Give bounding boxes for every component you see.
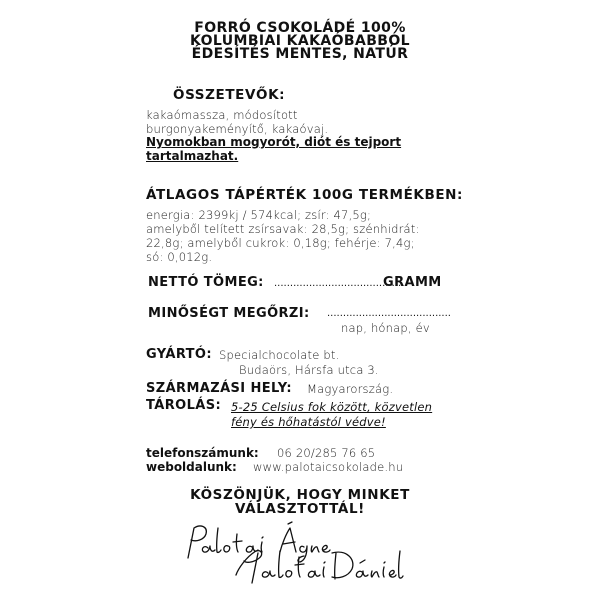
best-before-label: MINŐSÉGT MEGŐRZI:: [148, 306, 310, 321]
ingredients-heading: ÖSSZETEVŐK:: [173, 87, 286, 103]
nutrition-heading: ÁTLAGOS TÁPÉRTÉK 100G TERMÉKBEN:: [146, 187, 464, 203]
website-label: weboldalunk:: [146, 460, 237, 474]
storage-label: TÁROLÁS:: [146, 398, 222, 413]
ingredients-line2: burgonyakeményítő, kakaóvaj.: [146, 122, 329, 136]
manufacturer-label: GYÁRTÓ:: [146, 347, 212, 362]
manufacturer-name: Specialchocolate bt.: [219, 348, 340, 362]
storage-line1: 5-25 Celsius fok között, közvetlen: [231, 400, 433, 414]
net-weight-dots: ........................................: [274, 278, 402, 289]
thanks-line2: VÁLASZTOTTÁL!: [235, 501, 365, 517]
nutrition-line1: energia: 2399kj / 574kcal; zsír: 47,5g;: [146, 208, 372, 222]
thanks-line1: KÖSZÖNJÜK, HOGY MINKET: [190, 487, 410, 503]
phone-label: telefonszámunk:: [146, 446, 259, 460]
allergen-warning-line2: tartalmazhat.: [146, 149, 239, 163]
best-before-hint: nap, hónap, év: [341, 321, 430, 335]
best-before-dots: .......................................: [327, 308, 451, 319]
net-weight-unit: GRAMM: [383, 275, 442, 290]
product-title-line3: ÉDESÍTÉS MENTES, NATÚR: [191, 46, 409, 62]
storage-line2: fény és hőhatástól védve!: [231, 415, 386, 429]
product-title-line2: KOLUMBIAI KAKAÓBABBÓL: [190, 33, 410, 49]
origin-value: Magyarország.: [307, 382, 394, 396]
allergen-warning-line1: Nyomokban mogyorót, diót és tejport: [146, 135, 402, 149]
phone-number[interactable]: 06 20/285 76 65: [277, 446, 376, 460]
origin-label: SZÁRMAZÁSI HELY:: [146, 381, 292, 396]
nutrition-line4: só: 0,012g.: [146, 250, 213, 264]
net-weight-label: NETTÓ TÖMEG:: [148, 275, 264, 290]
signature-palotai-daniel: [232, 545, 407, 590]
website-link[interactable]: www.palotaicsokolade.hu: [253, 460, 404, 474]
nutrition-line2: amelyből telített zsírsavak: 28,5g; szénhidrát:: [146, 222, 420, 236]
manufacturer-address: Budaörs, Hársfa utca 3.: [239, 363, 379, 377]
ingredients-line1: kakaómassza, módosított: [146, 108, 298, 122]
product-title-line1: FORRÓ CSOKOLÁDÉ 100%: [194, 20, 406, 36]
nutrition-line3: 22,8g; amelyből cukrok: 0,18g; fehérje: 7,4g;: [146, 236, 415, 250]
